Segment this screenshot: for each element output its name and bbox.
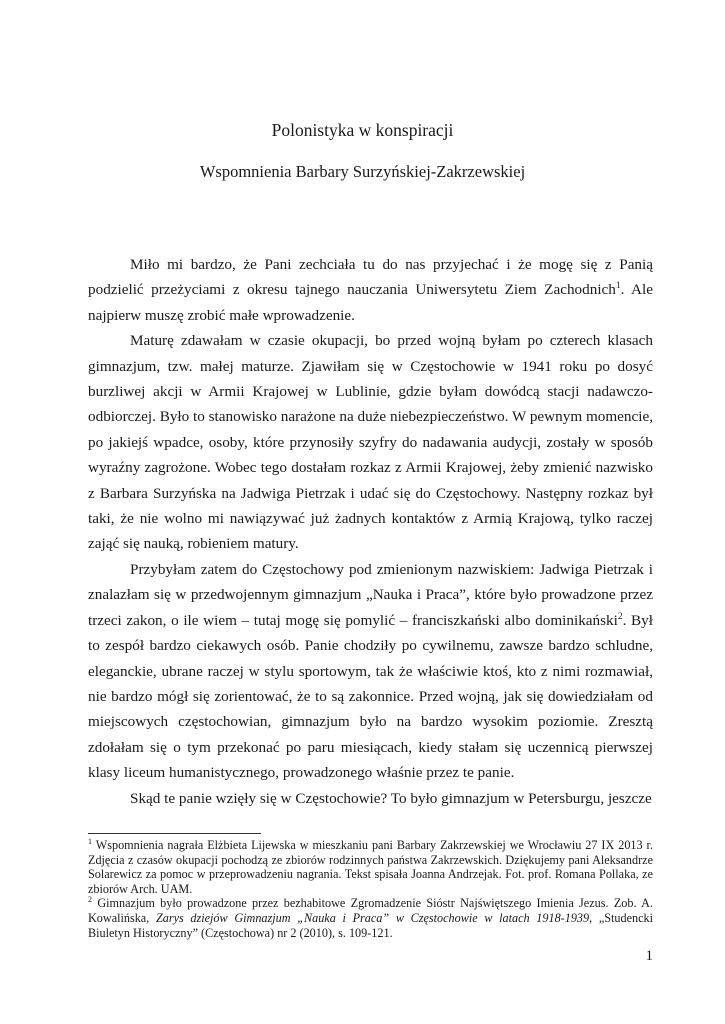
paragraph-1-text-b: . Ale najpierw muszę zrobić małe wprowadzenie.	[88, 281, 653, 324]
footnote-2-text-a: Gimnazjum było prowadzone przez bezhabitowe Zgromadzenie Sióstr Najświętszego Imienia Jezus. Zob. A. Kowalińska,	[88, 896, 653, 925]
paragraph-4: Skąd te panie wzięły się w Częstochowie? To było gimnazjum w Petersburgu, jeszcze	[130, 789, 652, 807]
page-subtitle: Wspomnienia Barbary Surzyńskiej-Zakrzewskiej	[199, 162, 526, 181]
page-title: Polonistyka w konspiracji	[271, 120, 454, 140]
footnote-2-text-b: , „Studencki Biuletyn Historyczny” (Częstochowa) nr 2 (2010), s. 109-121.	[88, 910, 654, 940]
footnote-separator	[88, 833, 261, 834]
paragraph-3-text-a: Przybyłam zatem do Częstochowy pod zmienionym nazwiskiem: Jadwiga Pietrzak i znalazłam się w przedwojennym gimnazjum „Nauka i Praca”, które było prowadzone przez trzeci zakon, o ile wiem – tutaj mogę się pomylić – franciszkański albo dominikański	[88, 560, 653, 629]
footnote-2-italic-title: Zarys dziejów Gimnazjum „Nauka i Praca” w Częstochowie w latach 1918-1939	[155, 910, 590, 925]
paragraph-3	[88, 557, 653, 786]
footnotes	[88, 838, 653, 940]
paragraph-3-text-b: . Był to zespół bardzo ciekawych osób. Panie chodziły po cywilnemu, zawsze bardzo schludne, eleganckie, ubrane raczej w stylu sportowym, tak że właściwie ktoś, kto z nimi rozmawiał, nie bardzo mógł się zorientować, że to są zakonnice. Przed wojną, jak się dowiedziałam od miejscowych częstochowian, gimnazjum było na bardzo wysokim poziomie. Zresztą zdołałam się o tym przekonać po paru miesiącach, kiedy stałam się uczennicą pierwszej klasy liceum humanistycznego, prowadzonego właśnie przez te panie.	[88, 611, 653, 782]
page-number: 1	[645, 948, 653, 964]
paragraph-1	[88, 252, 653, 328]
footnote-1	[88, 838, 653, 896]
footnote-1-number: 1	[88, 836, 92, 846]
footnote-ref-1: 1	[615, 281, 621, 292]
footnote-ref-2: 2	[617, 611, 623, 622]
paragraph-2: Maturę zdawałam w czasie okupacji, bo przed wojną byłam po czterech klasach gimnazjum, tzw. małej maturze. Zjawiłam się w Częstochowie w 1941 roku po dosyć burzliwej akcji w Armii Krajowej w Lublinie, gdzie byłam dowódcą stacji nadawczo-odbiorczej. Było to stanowisko narażone na duże niebezpieczeństwo. W pewnym momencie, po jakiejś wpadce, osoby, które przynosiły szyfry do nadawania audycji, zostały w sposób wyraźny zagrożone. Wobec tego dostałam rozkaz z Armii Krajowej, żeby zmienić nazwisko z Barbara Surzyńska na Jadwiga Pietrzak i udać się do Częstochowy. Następny rozkaz był taki, że nie wolno mi nawiązywać już żadnych kontaktów z Armią Krajową, tylko raczej zająć się nauką, robieniem matury.	[88, 332, 653, 553]
body-text	[88, 252, 653, 811]
footnote-2-number: 2	[88, 895, 92, 905]
footnote-2	[88, 896, 653, 940]
paragraph-1-text-a: Miło mi bardzo, że Pani zechciała tu do nas przyjechać i że mogę się z Panią podzielić przeżyciami z okresu tajnego nauczania Uniwersytetu Ziem Zachodnich	[88, 256, 653, 299]
footnote-1-text: Wspomnienia nagrała Elżbieta Lijewska w mieszkaniu pani Barbary Zakrzewskiej we Wrocławiu 27 IX 2013 r. Zdjęcia z czasów okupacji pochodzą ze zbiorów rodzinnych państwa Zakrzewskich. Dziękujemy pani Aleksandrze Solarewicz za pomoc w przeprowadzeniu nagrania. Tekst spisała Joanna Andrzejak. Fot. prof. Romana Pollaka, ze zbiorów Arch. UAM.	[88, 838, 653, 896]
